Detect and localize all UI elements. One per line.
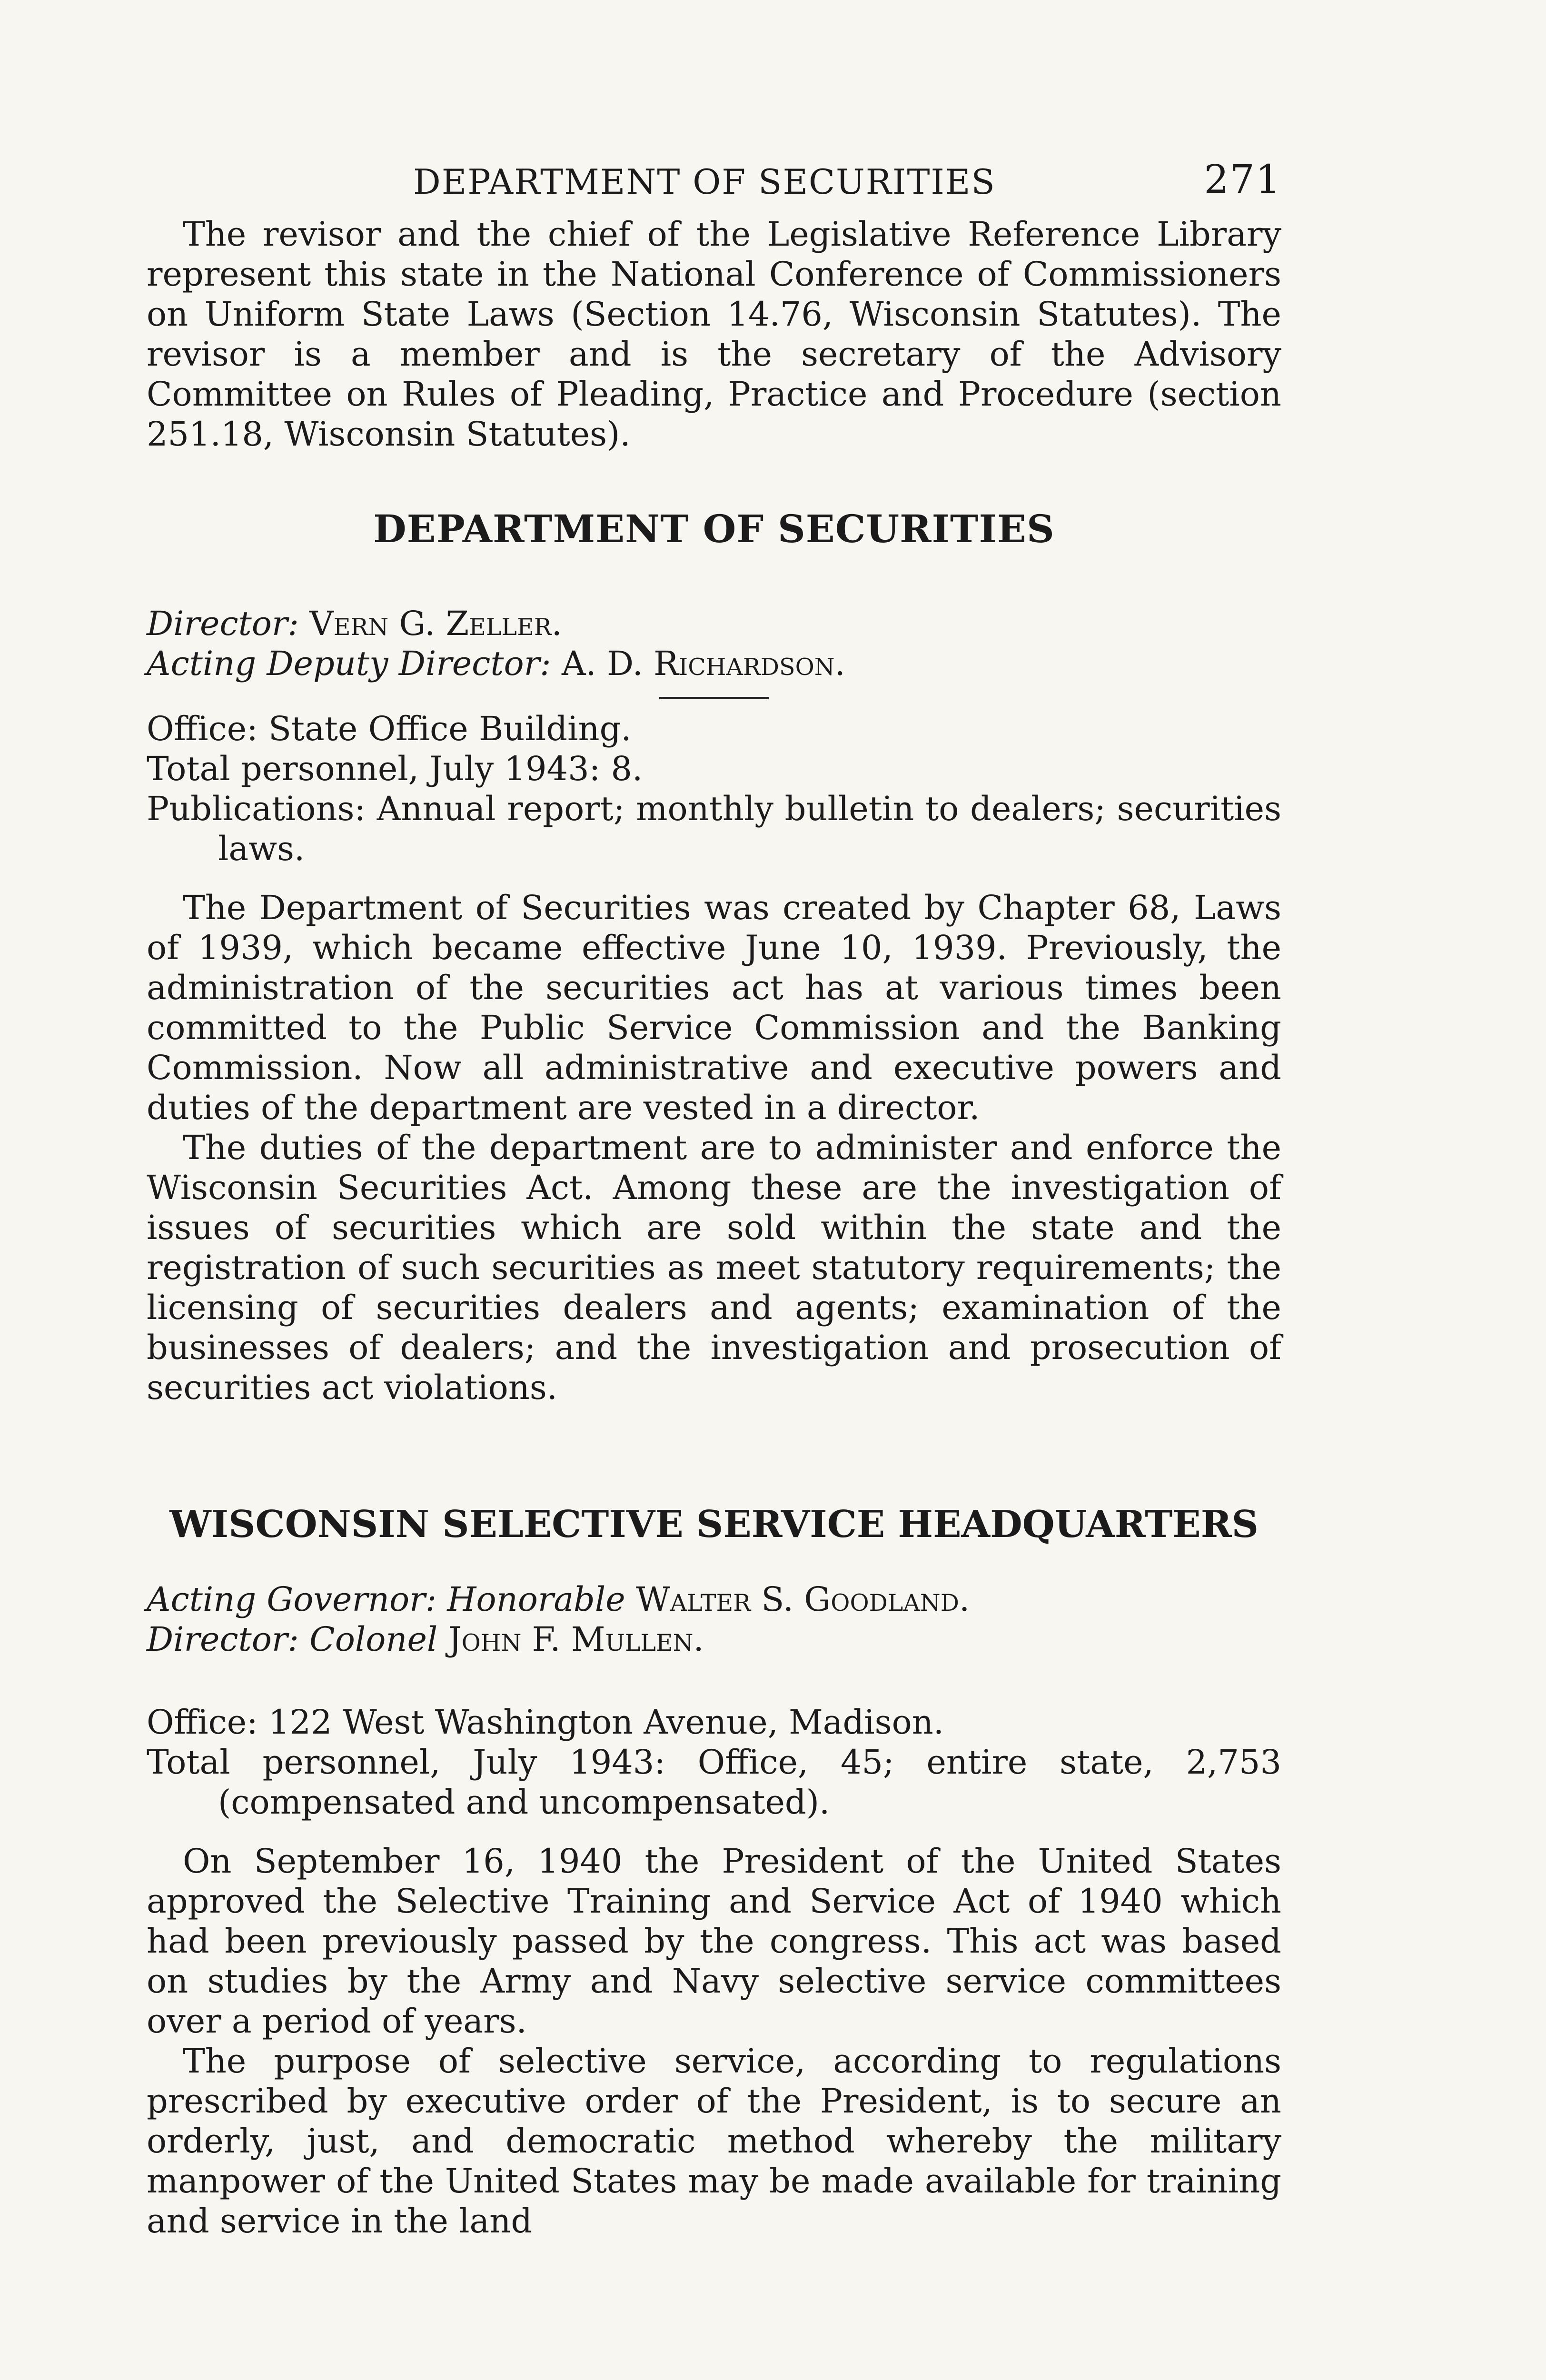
selective-service-personnel: Total personnel, July 1943: Office, 45; entire state, 2,753 (compensated and uncompensated). xyxy=(147,1743,1281,1822)
securities-officers xyxy=(147,604,1281,684)
securities-personnel: Total personnel, July 1943: 8. xyxy=(147,749,643,788)
page-number: 271 xyxy=(1204,157,1281,202)
securities-office: Office: State Office Building. xyxy=(147,709,632,748)
deputy-name: A. D. Richardson. xyxy=(561,644,845,683)
selective-service-officers xyxy=(147,1579,1281,1659)
selective-service-heading: WISCONSIN SELECTIVE SERVICE HEADQUARTERS xyxy=(169,1503,1259,1546)
selective-service-paragraph-2: The purpose of selective service, according to regulations prescribed by executive order of the President, is to secure an orderly, just, and democratic method whereby the military manpower of the United States may be made available for training and service in the land xyxy=(147,2042,1281,2241)
governor-label: Acting Governor: Honorable xyxy=(147,1580,625,1619)
governor-name: Walter S. Goodland. xyxy=(635,1580,970,1619)
intro-paragraph: The revisor and the chief of the Legislative Reference Library represent this state in the National Conference of Commissioners on Uniform State Laws (Section 14.76, Wisconsin Statutes). The revisor is a member and is the secretary of the Advisory Committee on Rules of Pleading, Practice and Procedure (section 251.18, Wisconsin Statutes). xyxy=(147,215,1281,454)
director-name: Vern G. Zeller. xyxy=(309,604,562,643)
securities-paragraph-2: The duties of the department are to administer and enforce the Wisconsin Securities Act. Among these are the investigation of issues of securities which are sold within the state and the registration of such securities as meet statutory requirements; the licensing of securities dealers and agents; examination of the businesses of dealers; and the investigation and prosecution of securities act violations. xyxy=(147,1128,1281,1407)
ss-director-label: Director: Colonel xyxy=(147,1620,438,1659)
page-content xyxy=(147,157,1281,2241)
running-head-title: DEPARTMENT OF SECURITIES xyxy=(413,162,996,202)
section-divider xyxy=(659,697,769,699)
securities-director xyxy=(147,604,1281,644)
securities-paragraph-1: The Department of Securities was created by Chapter 68, Laws of 1939, which became effective June 10, 1939. Previously, the administration of the securities act has at various times been committed to the Public Service Commission and the Banking Commission. Now all administrative and executive powers and duties of the department are vested in a director. xyxy=(147,888,1281,1127)
deputy-label: Acting Deputy Director: xyxy=(147,644,551,683)
selective-service-details xyxy=(147,1702,1281,1822)
running-head xyxy=(147,157,1281,214)
director-label: Director: xyxy=(147,604,299,643)
securities-deputy xyxy=(147,644,1281,684)
selective-service-office: Office: 122 West Washington Avenue, Madison. xyxy=(147,1703,944,1742)
securities-heading: DEPARTMENT OF SECURITIES xyxy=(373,506,1055,551)
securities-publications: Publications: Annual report; monthly bulletin to dealers; securities laws. xyxy=(147,789,1281,868)
selective-service-director xyxy=(147,1619,1281,1659)
ss-director-name: John F. Mullen. xyxy=(448,1620,704,1659)
selective-service-paragraph-1: On September 16, 1940 the President of the United States approved the Selective Training and Service Act of 1940 which had been previously passed by the congress. This act was based on studies by the Army and Navy selective service committees over a period of years. xyxy=(147,1842,1281,2041)
acting-governor xyxy=(147,1579,1281,1619)
